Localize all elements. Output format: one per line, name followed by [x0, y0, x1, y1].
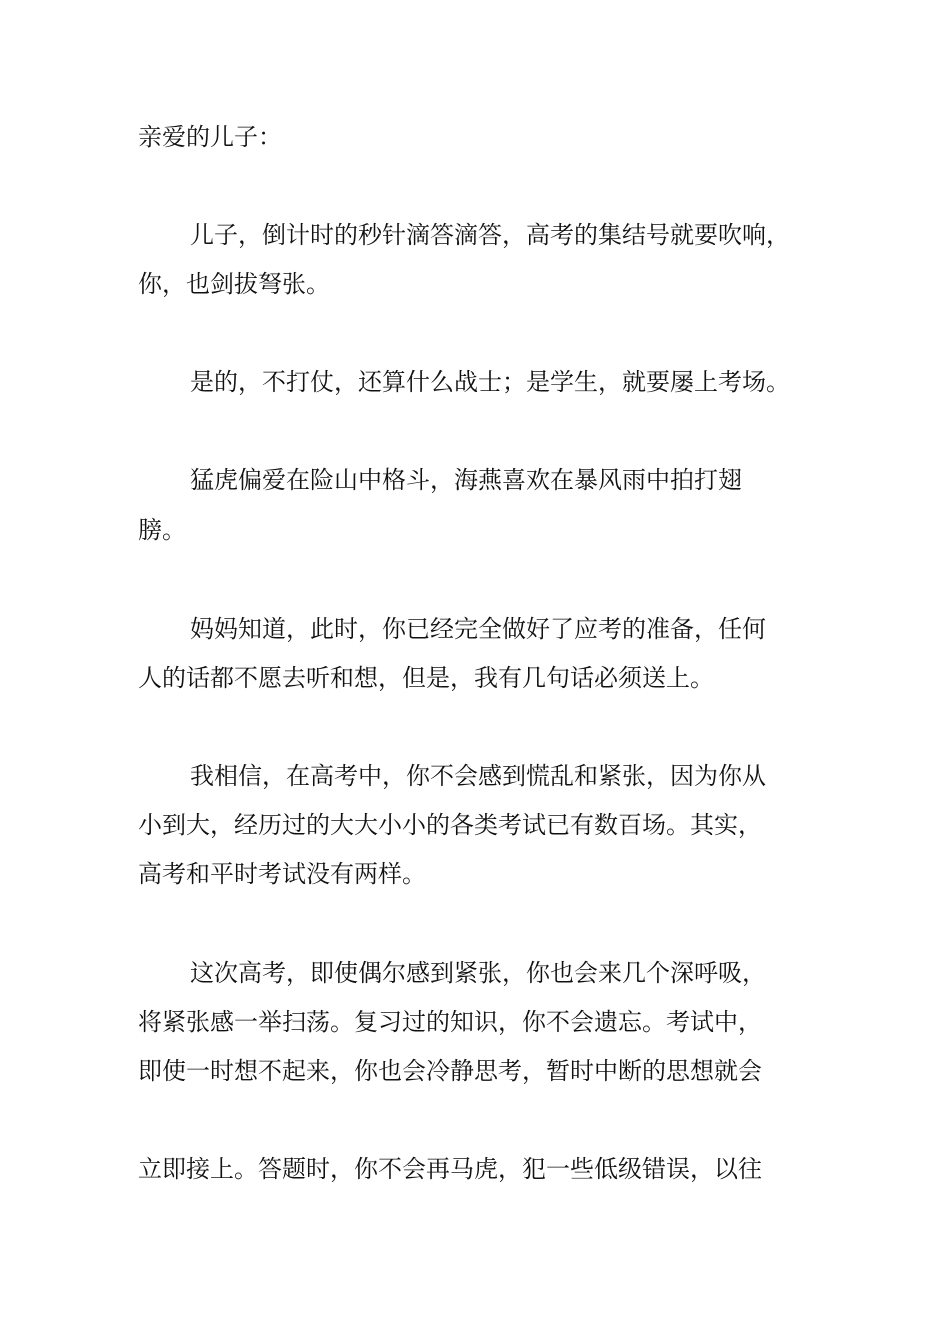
paragraph-3-line-2: 膀。 — [138, 516, 186, 544]
paragraph-5-line-1: 我相信，在高考中，你不会感到慌乱和紧张，因为你从 — [190, 762, 766, 790]
paragraph-6-line-1: 这次高考，即使偶尔感到紧张，你也会来几个深呼吸， — [190, 959, 766, 987]
paragraph-5-line-2: 小到大，经历过的大大小小的各类考试已有数百场。其实， — [138, 811, 762, 839]
paragraph-1-line-2: 你，也剑拔弩张。 — [138, 270, 330, 298]
paragraph-6-line-3: 即使一时想不起来，你也会冷静思考，暂时中断的思想就会 — [138, 1057, 762, 1085]
paragraph-6-line-2: 将紧张感一举扫荡。复习过的知识，你不会遗忘。考试中， — [138, 1008, 762, 1036]
paragraph-1-line-1: 儿子，倒计时的秒针滴答滴答，高考的集结号就要吹响， — [190, 221, 790, 249]
paragraph-4-line-1: 妈妈知道，此时，你已经完全做好了应考的准备，任何 — [190, 615, 766, 643]
paragraph-4-line-2: 人的话都不愿去听和想，但是，我有几句话必须送上。 — [138, 664, 714, 692]
paragraph-2-line-1: 是的，不打仗，还算什么战士；是学生，就要屡上考场。 — [190, 368, 790, 396]
paragraph-7-line-1: 立即接上。答题时，你不会再马虎，犯一些低级错误，以往 — [138, 1155, 762, 1183]
paragraph-5-line-3: 高考和平时考试没有两样。 — [138, 860, 426, 888]
salutation: 亲爱的儿子： — [138, 123, 282, 151]
paragraph-3-line-1: 猛虎偏爱在险山中格斗，海燕喜欢在暴风雨中拍打翅 — [190, 466, 742, 494]
